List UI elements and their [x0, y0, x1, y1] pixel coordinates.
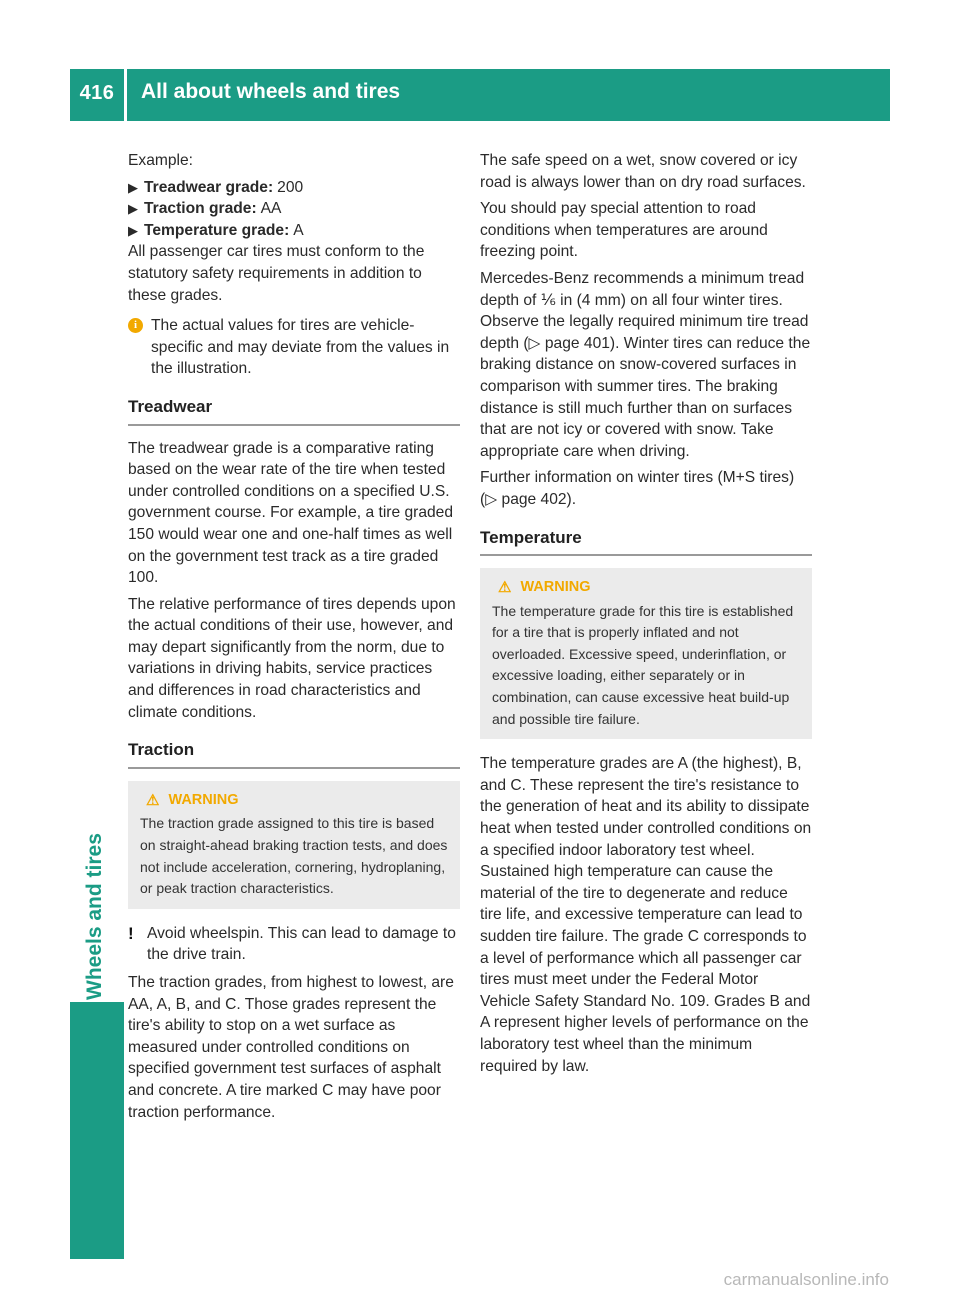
paragraph: You should pay special attention to road conditions when temperatures are around freezing point.	[480, 200, 768, 261]
grade-value: AA	[260, 200, 282, 218]
exclamation-icon: !	[128, 923, 134, 943]
info-note	[128, 315, 460, 380]
list-item	[128, 177, 460, 199]
temperature-heading: Temperature	[480, 527, 812, 557]
info-icon: i	[128, 318, 143, 333]
paragraph: The safe speed on a wet, snow covered or icy road is always lower than on dry road surfaces.	[480, 152, 806, 191]
list-item	[128, 198, 460, 220]
traction-warning-box	[128, 781, 460, 909]
watermark: carmanualsonline.info	[723, 1270, 889, 1289]
page-number: 416	[79, 82, 115, 104]
info-note-text: The actual values for tires are vehicle-specific and may deviate from the values in the illustration.	[151, 317, 450, 378]
grade-label: Temperature grade:	[144, 221, 290, 239]
paragraph: Further information on winter tires (M+S tires) (▷ page 402).	[480, 469, 795, 508]
treadwear-heading: Treadwear	[128, 396, 460, 426]
treadwear-paragraph: The treadwear grade is a comparative rating based on the wear rate of the tire when tested under controlled conditions on a specified U.S. government course. For example, a tire graded 150 would wear one and one-half times as well on the government test track as a tire graded 100.	[128, 439, 454, 587]
bullet-icon: ▶	[128, 179, 138, 195]
conform-text: All passenger car tires must conform to the statutory safety requirements in addition to these grades.	[128, 243, 425, 304]
warning-text: The traction grade assigned to this tire is based on straight-ahead braking traction tests, and does not include acceleration, cornering, hydroplaning, or peak traction characteristics.	[140, 815, 448, 897]
side-tab-marker	[70, 1007, 124, 1059]
warning-text: The temperature grade for this tire is established for a tire that is properly inflated and not overloaded. Excessive speed, underinflation, or excessive loading, either separately or in combination, can cause excessive heat build-up and possible tire failure.	[492, 602, 794, 727]
warning-title: WARNING	[168, 791, 239, 808]
bullet-icon: ▶	[128, 201, 138, 217]
traction-paragraph: The traction grades, from highest to lowest, are AA, A, B, and C. Those grades represent the tire's ability to stop on a wet surface as measured under controlled conditions on specified government test surfaces of asphalt and concrete. A tire marked C may have poor traction performance.	[128, 974, 454, 1121]
example-label: Example:	[128, 152, 194, 169]
warning-triangle-icon: ⚠	[146, 791, 160, 809]
warning-title: WARNING	[520, 579, 591, 596]
grade-label: Treadwear grade:	[144, 178, 274, 196]
warning-triangle-icon: ⚠	[498, 579, 512, 597]
treadwear-paragraph: The relative performance of tires depends upon the actual conditions of their use, however, and may depart significantly from the norm, due to variations in driving habits, service practices and differences in road characteristics and climate conditions.	[128, 595, 456, 721]
grade-value: A	[293, 221, 304, 239]
page-title: All about wheels and tires	[141, 80, 401, 103]
paragraph: The temperature grades are A (the highest), B, and C. These represent the tire's resistance to the generation of heat and its ability to dissipate heat when tested under controlled conditions on a specified indoor laboratory test wheel. Sustained high temperature can cause the material of the tire to degenerate and reduce tire life, and excessive temperature can lead to sudden tire failure. The grade C corresponds to a level of performance which all passenger car tires must meet under the Federal Motor Vehicle Safety Standard No. 109. Grades B and A represent higher levels of performance on the laboratory test wheel than the minimum required by law.	[480, 755, 812, 1075]
caution-note	[128, 923, 460, 966]
temperature-warning-box	[480, 568, 812, 739]
right-column	[480, 150, 812, 1082]
bullet-icon: ▶	[128, 222, 138, 238]
caution-note-text: Avoid wheelspin. This can lead to damage to the drive train.	[147, 924, 456, 964]
left-column	[128, 150, 460, 1128]
grade-value: 200	[277, 178, 304, 196]
side-tab-label: Wheels and tires	[83, 833, 106, 1000]
header-divider	[124, 69, 127, 121]
paragraph: Mercedes-Benz recommends a minimum tread depth of ⅙ in (4 mm) on all four winter tires. Observe the legally required minimum tire tread depth (▷ page 401). Winter tires can reduce the braking distance on snow-covered surfaces in comparison with summer tires. The braking distance is still much further than on surfaces that are not icy or covered with snow. Take appropriate care when driving.	[480, 269, 811, 460]
list-item	[128, 220, 460, 242]
traction-heading: Traction	[128, 739, 460, 769]
grade-label: Traction grade:	[144, 200, 257, 218]
